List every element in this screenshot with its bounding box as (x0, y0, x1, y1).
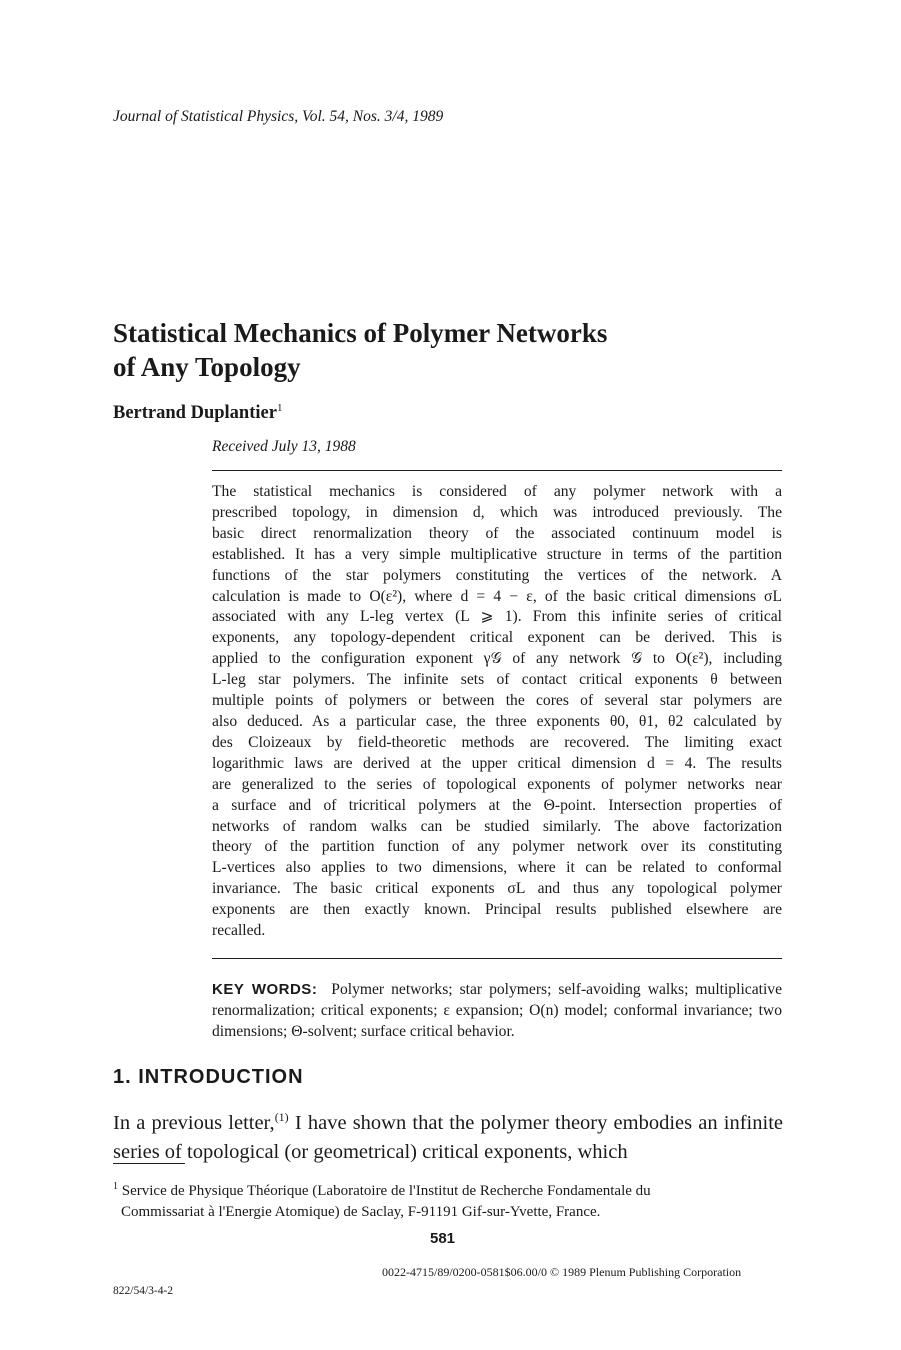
journal-citation: Journal of Statistical Physics, Vol. 54, Nos. 3/4, 1989 (113, 108, 444, 125)
abstract-line: The statistical mechanics is considered of any polymer network with a (212, 483, 782, 500)
copyright-line: 0022-4715/89/0200-0581$06.00/0 © 1989 Plenum Publishing Corporation (382, 1265, 742, 1279)
footnote-line-1: Service de Physique Théorique (Laboratoire de l'Institut de Recherche Fondamentale du (121, 1183, 651, 1199)
keywords-label: KEY WORDS: (212, 981, 318, 998)
abstract-line: L-vertices also applies to two dimensions, where it can be related to conformal (212, 859, 782, 877)
abstract (212, 482, 782, 942)
abstract-line: exponents are then exactly known. Principal results published elsewhere are (212, 901, 782, 919)
title-line-2: of Any Topology (113, 352, 301, 382)
abstract-line: associated with any L-leg vertex (L ⩾ 1). From this infinite series of critical (212, 608, 782, 626)
footnote-rule (113, 1163, 185, 1164)
footnote-mark: 1 (113, 1181, 118, 1192)
abstract-line: theory of the partition function of any polymer network over its constituting (212, 838, 782, 856)
footnote-line-2: Commissariat à l'Energie Atomique) de Saclay, F-91191 Gif-sur-Yvette, France. (121, 1204, 601, 1220)
abstract-line: logarithmic laws are derived at the upper critical dimension d = 4. The results (212, 754, 782, 772)
abstract-line: exponents, any topology-dependent critical exponent can be derived. This is (212, 629, 782, 647)
footnote (113, 1176, 783, 1223)
keywords (212, 980, 782, 1043)
abstract-line: calculation is made to O(ε²), where d = 4 − ε, of the basic critical dimensions σL (212, 587, 782, 605)
abstract-line: networks of random walks can be studied similarly. The above factorization (212, 817, 782, 835)
article-title (113, 316, 753, 384)
abstract-line: prescribed topology, in dimension d, which was introduced previously. The (212, 503, 782, 521)
abstract-line: a surface and of tricritical polymers at the Θ-point. Intersection properties of (212, 796, 782, 814)
intro-text-rest: I have shown that the polymer theory embodies an infinite series of topological (or geometrical) critical exponents, which (113, 1111, 783, 1163)
abstract-top-rule (212, 470, 782, 471)
title-line-1: Statistical Mechanics of Polymer Networks (113, 318, 608, 348)
author-line (113, 402, 282, 424)
abstract-line: invariance. The basic critical exponents σL and thus any topological polymer (212, 880, 782, 898)
intro-text-start: In a previous letter, (113, 1111, 275, 1134)
received-date: Received July 13, 1988 (212, 438, 356, 455)
abstract-line: basic direct renormalization theory of the associated continuum model is (212, 524, 782, 542)
author-name: Bertrand Duplantier (113, 403, 277, 424)
abstract-line: recalled. (212, 922, 266, 940)
abstract-line: multiple points of polymers or between the cores of several star polymers are (212, 692, 782, 710)
abstract-line: applied to the configuration exponent γ𝒢 of any network 𝒢 to O(ε²), including (212, 650, 782, 668)
abstract-line: functions of the star polymers constituting the vertices of the network. A (212, 566, 782, 584)
keywords-text: Polymer networks; star polymers; self-avoiding walks; multiplicative renormalization; critical exponents; ε expansion; O(n) model; conformal invariance; two dimensions; Θ-solvent; surface critical behavior. (212, 981, 782, 1040)
abstract-line: are generalized to the series of topological exponents of polymer networks near (212, 775, 782, 793)
abstract-line: des Cloizeaux by field-theoretic methods are recovered. The limiting exact (212, 733, 782, 751)
intro-reference: (1) (274, 1110, 289, 1124)
abstract-line: established. It has a very simple multiplicative structure in terms of the partition (212, 545, 782, 563)
abstract-bottom-rule (212, 958, 782, 959)
abstract-line: also deduced. As a particular case, the three exponents θ0, θ1, θ2 calculated by (212, 712, 782, 730)
section-heading: 1. INTRODUCTION (113, 1066, 304, 1088)
author-footnote-mark: 1 (276, 402, 283, 414)
abstract-line: L-leg star polymers. The infinite sets of contact critical exponents θ between (212, 671, 782, 689)
page-number: 581 (429, 1230, 456, 1247)
print-code: 822/54/3-4-2 (113, 1285, 174, 1297)
intro-paragraph (113, 1103, 783, 1167)
